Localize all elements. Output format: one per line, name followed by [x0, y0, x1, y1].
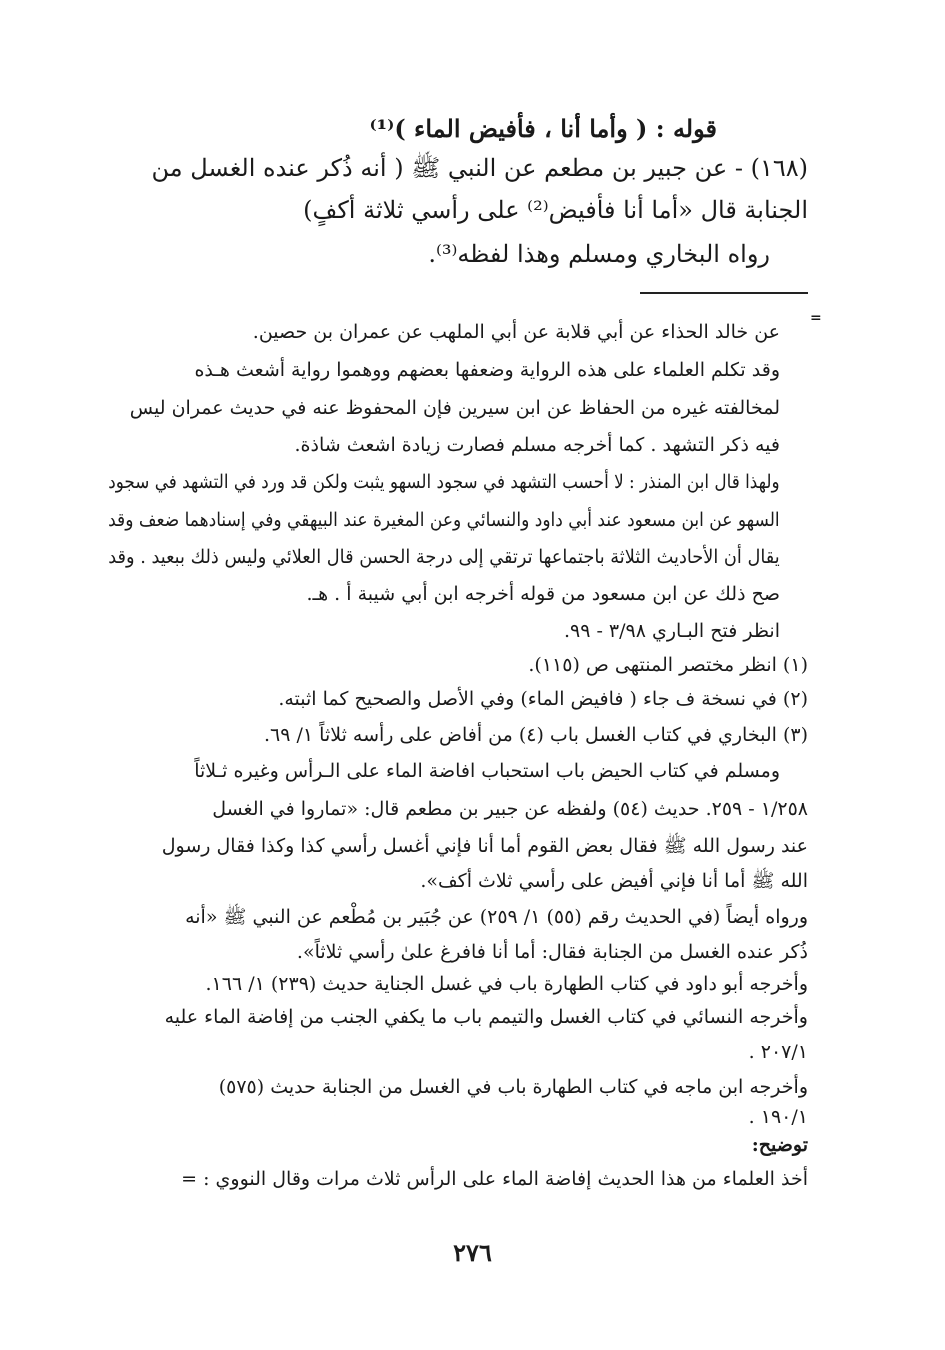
hadith-line-2: الجنابة قال «أما أنا فأفيض⁽²⁾ على رأسي ثلاثة أكفٍ)	[303, 196, 808, 224]
note-line: وقد تكلم العلماء على هذه الرواية وضعفها بعضهم ووهموا رواية أشعث هـذه	[194, 359, 780, 381]
footnote-line: ٢٠٧/١ .	[748, 1041, 808, 1063]
footnote-line: عند رسول الله ﷺ فقال بعض القوم أما أنا فإني أغسل رأسي كذا وكذا فقال رسول	[161, 835, 808, 857]
footnote-line: ورواه أيضاً (في الحديث رقم (٥٥) ١/ ٢٥٩) عن جُبَير بن مُطْعم عن النبي ﷺ «أنه	[185, 906, 808, 928]
note-line: يقال أن الأحاديث الثلاثة باجتماعها ترتقي إلى درجة الحسن قال العلائي وليس ذلك ببعيد . وقد	[108, 546, 780, 568]
footnote-2: (٢) في نسخة ف جاء ( فافيض الماء) وفي الأصل والصحيح كما اثبته.	[278, 688, 808, 710]
footnote-line: وأخرجه أبو داود في كتاب الطهارة باب في غسل الجناية حديث (٢٣٩) ١/ ١٦٦.	[205, 973, 808, 995]
footnote-line: وأخرجه النسائي في كتاب الغسل والتيمم باب ما يكفي الجنب من إفاضة الماء عليه	[164, 1006, 808, 1028]
footnote-line: ذُكر عنده الغسل من الجنابة فقال: أما أنا فافرغ علىٰ رأسي ثلاثاً».	[296, 941, 808, 963]
footnote-1: (١) انظر مختصر المنتهى ص (١١٥).	[528, 654, 808, 676]
note-line: عن خالد الحذاء عن أبي قلابة عن أبي الملهب عن عمران بن حصين.	[252, 321, 780, 343]
hadith-source: رواه البخاري ومسلم وهذا لفظه⁽³⁾.	[428, 240, 770, 268]
hadith-heading: قوله : ( وأما أنا ، فأفيض الماء )⁽¹⁾	[369, 114, 717, 143]
note-line: لمخالفته غيره من الحفاظ عن ابن سيرين فإن المحفوظ عنه في حديث عمران ليس	[129, 397, 780, 419]
note-line: السهو عن ابن مسعود عند أبي داود والنسائي وعن المغيرة عند البيهقي وفي إسنادهما ضعف وقد	[108, 509, 780, 531]
footnote-line: ١٩٠/١ .	[748, 1106, 808, 1128]
page-number: ٢٧٦	[453, 1238, 492, 1267]
footnote-line: ١/٢٥٨ - ٢٥٩. حديث (٥٤) ولفظه عن جبير بن مطعم قال: «تماروا في الغسل	[212, 798, 808, 820]
footnote-line: ومسلم في كتاب الحيض باب استحباب افاضة الماء على الـرأس وغيره ثـلاثاً	[194, 760, 780, 782]
footnote-line: أخذ العلماء من هذا الحديث إفاضة الماء على الرأس ثلاث مرات وقال النووي : =	[181, 1168, 808, 1190]
footnote-line: وأخرجه ابن ماجه في كتاب الطهارة باب في الغسل من الجنابة حديث (٥٧٥)	[218, 1076, 808, 1098]
hadith-line-1: (١٦٨) - عن جبير بن مطعم عن النبي ﷺ ( أنه ذُكر عنده الغسل من	[151, 154, 808, 182]
footnote-3: (٣) البخاري في كتاب الغسل باب (٤) من أفاض على رأسه ثلاثاً ١/ ٦٩.	[263, 724, 808, 746]
clarification-heading: توضيح:	[751, 1134, 808, 1156]
note-line: فيه ذكر التشهد . كما أخرجه مسلم فصارت زيادة اشعث شاذة.	[294, 434, 780, 456]
note-line: ولهذا قال ابن المنذر : لا أحسب التشهد في سجود السهو يثبت ولكن قد ورد في التشهد في سجود	[108, 471, 780, 493]
footnote-separator	[640, 292, 808, 294]
continuation-marker: =	[810, 310, 822, 326]
footnote-line: الله ﷺ أما أنا فإني أفيض على رأسي ثلاث أكف».	[420, 870, 808, 892]
note-line: انظر فتح البـاري ٣/٩٨ - ٩٩.	[563, 620, 780, 642]
note-line: صح ذلك عن ابن مسعود من قوله أخرجه ابن أبي شيبة أ . هـ.	[306, 583, 780, 605]
